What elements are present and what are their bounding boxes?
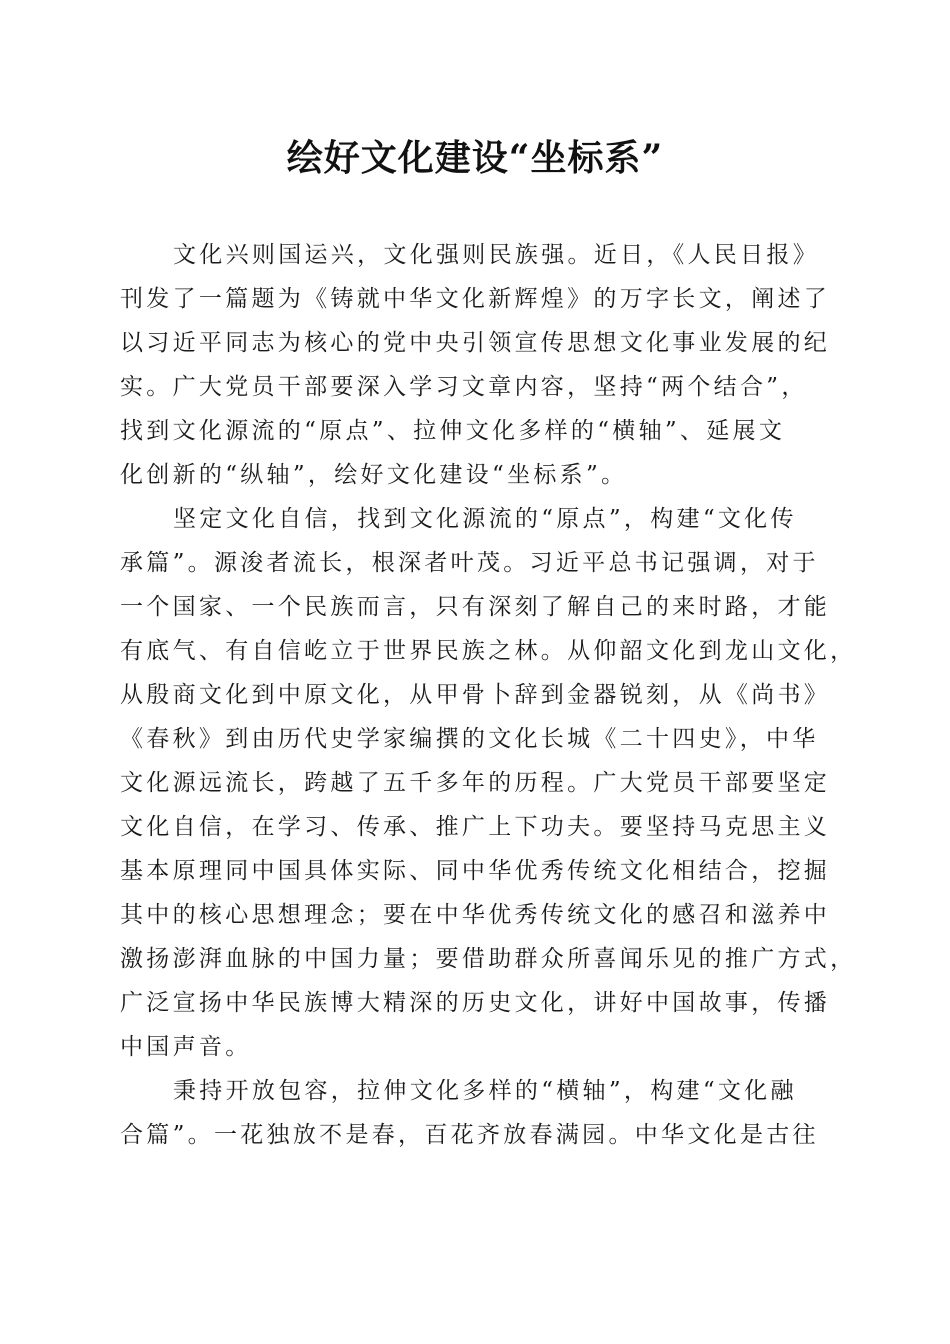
text-line: 刊发了一篇题为《铸就中华文化新辉煌》的万字长文，阐述了 bbox=[120, 286, 831, 312]
text-line: 合篇”。一花独放不是春，百花齐放春满园。中华文化是古往 bbox=[120, 1122, 819, 1148]
text-line: 实。广大党员干部要深入学习文章内容，坚持“两个结合”， bbox=[120, 374, 808, 400]
text-line: 文化自信，在学习、传承、推广上下功夫。要坚持马克思主义 bbox=[120, 814, 831, 840]
text-line: 一个国家、一个民族而言，只有深刻了解自己的来时路，才能 bbox=[120, 594, 831, 620]
text-line: 找到文化源流的“原点”、拉伸文化多样的“横轴”、延展文 bbox=[120, 418, 786, 444]
text-line: 坚定文化自信，找到文化源流的“原点”，构建“文化传 bbox=[173, 506, 797, 532]
text-line: 其中的核心思想理念；要在中华优秀传统文化的感召和滋养中 bbox=[120, 902, 831, 928]
text-line: 基本原理同中国具体实际、同中华优秀传统文化相结合，挖掘 bbox=[120, 858, 831, 884]
text-line: 激扬澎湃血脉的中国力量；要借助群众所喜闻乐见的推广方式， bbox=[120, 946, 857, 972]
paragraph-1 bbox=[120, 233, 831, 497]
document-body bbox=[120, 233, 857, 1157]
text-line: 以习近平同志为核心的党中央引领宣传思想文化事业发展的纪 bbox=[120, 330, 831, 356]
paragraph-2 bbox=[120, 497, 857, 1069]
text-line: 有底气、有自信屹立于世界民族之林。从仰韶文化到龙山文化， bbox=[120, 638, 857, 664]
paragraph-3 bbox=[120, 1069, 825, 1157]
text-line: 文化源远流长，跨越了五千多年的历程。广大党员干部要坚定 bbox=[120, 770, 831, 796]
text-line: 从殷商文化到中原文化，从甲骨卜辞到金器锐刻，从《尚书》 bbox=[120, 682, 831, 708]
text-line: 广泛宣扬中华民族博大精深的历史文化，讲好中国故事，传播 bbox=[120, 990, 831, 1016]
text-line: 化创新的“纵轴”，绘好文化建设“坐标系”。 bbox=[120, 462, 628, 488]
text-line: 承篇”。源浚者流长，根深者叶茂。习近平总书记强调，对于 bbox=[120, 550, 819, 576]
text-line: 《春秋》到由历代史学家编撰的文化长城《二十四史》，中华 bbox=[120, 726, 819, 752]
document-title: 绘好文化建设“坐标系” bbox=[286, 137, 664, 179]
text-line: 秉持开放包容，拉伸文化多样的“横轴”，构建“文化融 bbox=[173, 1078, 797, 1104]
text-line: 中国声音。 bbox=[120, 1034, 252, 1060]
text-line: 文化兴则国运兴，文化强则民族强。近日，《人民日报》 bbox=[173, 242, 819, 268]
